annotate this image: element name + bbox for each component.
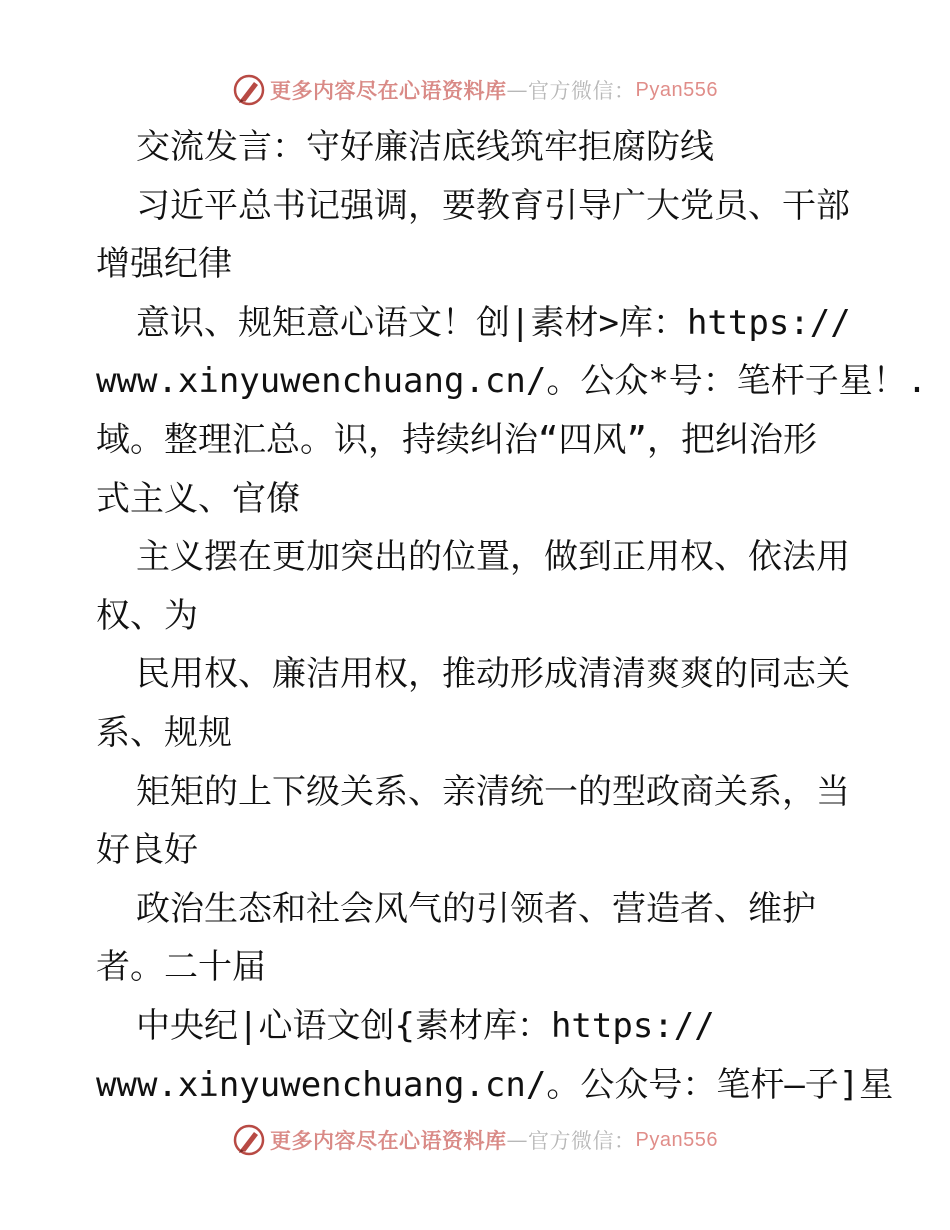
doc-line: 增强纪律 xyxy=(96,244,232,285)
watermark-official-label: 官方微信： xyxy=(528,79,636,103)
watermark-account: Pyan556 xyxy=(635,1128,718,1151)
doc-line: 者。二十届 xyxy=(96,947,266,988)
doc-line: 意识、规矩意心语文！创|素材>库：https:// xyxy=(136,302,851,343)
footer-watermark xyxy=(0,1120,950,1160)
doc-line: 好良好 xyxy=(96,830,198,871)
doc-line: 系、规规 xyxy=(96,712,232,753)
doc-line: 式主义、官僚 xyxy=(96,478,300,519)
doc-line: 习近平总书记强调，要教育引导广大党员、干部 xyxy=(136,185,850,226)
doc-line: 政治生态和社会风气的引领者、营造者、维护 xyxy=(136,888,816,929)
pen-logo-icon xyxy=(232,73,266,107)
document-body xyxy=(96,118,928,1114)
doc-line: www.xinyuwenchuang.cn/。公众*号：笔杆子星！. xyxy=(96,361,928,402)
doc-line: 域。整理汇总。识，持续纠治“四风”，把纠治形 xyxy=(96,419,817,460)
watermark-official-label: 官方微信： xyxy=(528,1129,636,1153)
doc-line: 主义摆在更加突出的位置，做到正用权、依法用 xyxy=(136,537,850,578)
doc-line: 权、为 xyxy=(96,595,198,636)
watermark-separator: — xyxy=(506,78,529,102)
header-watermark xyxy=(0,70,950,110)
doc-line: 矩矩的上下级关系、亲清统一的型政商关系，当 xyxy=(136,771,850,812)
pen-logo-icon xyxy=(232,1123,266,1157)
watermark-account: Pyan556 xyxy=(635,78,718,101)
doc-line: www.xinyuwenchuang.cn/。公众号：笔杆—子]星 xyxy=(96,1064,894,1105)
doc-title: 交流发言：守好廉洁底线筑牢拒腐防线 xyxy=(136,127,714,167)
watermark-main-text: 更多内容尽在心语资料库 xyxy=(270,78,507,103)
doc-line: 民用权、廉洁用权，推动形成清清爽爽的同志关 xyxy=(136,654,850,695)
watermark-separator: — xyxy=(506,1128,529,1152)
watermark-main-text: 更多内容尽在心语资料库 xyxy=(270,1128,507,1153)
doc-line: 中央纪|心语文创{素材库：https:// xyxy=(136,1005,715,1046)
